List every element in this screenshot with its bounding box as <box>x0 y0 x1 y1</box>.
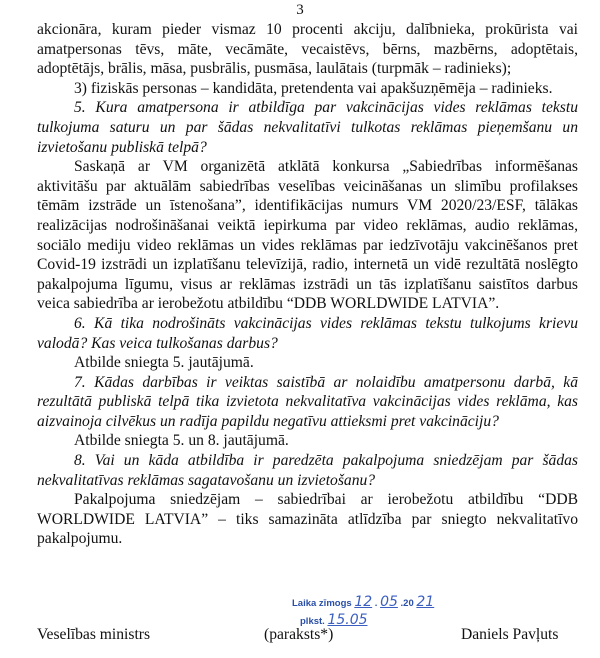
question-paragraph: 5. Kura amatpersona ir atbildīga par vakcinācijas vides reklāmas tekstu tulkojuma saturu un par šādas nekvalitatīvi tulkotas reklāmas pieņemšanu un izvietošanu publiskā telpā? <box>37 99 578 156</box>
signature-position: Veselības ministrs <box>37 626 151 643</box>
signature-name: Daniels Pavļuts <box>461 626 559 643</box>
document-body <box>37 20 578 549</box>
answer-paragraph: Atbilde sniegta 5. jautājumā. <box>74 354 254 372</box>
answer-paragraph: Atbilde sniegta 5. un 8. jautājumā. <box>74 432 289 450</box>
paragraph: 3) fiziskās personas – kandidāta, pretendenta vai apakšuzņēmēja – radinieks. <box>74 79 553 97</box>
paragraph: akcionāra, kuram pieder vismaz 10 procenti akciju, dalībnieka, prokūrista vai amatpersonas tēvs, māte, vecāmāte, vecaistēvs, bērns, mazbērns, adoptētais, adoptētājs, brālis, māsa, pusbrālis, pusmāsa, laulātais (turpmāk – radinieks); <box>37 21 578 78</box>
stamp-year: 21 <box>416 594 435 610</box>
stamp-clock-label: plkst. <box>300 616 325 627</box>
stamp-date-row: Laika zīmogs 12 . 05 .20 21 <box>292 594 435 610</box>
stamp-day: 12 <box>354 594 373 610</box>
answer-paragraph: Pakalpojuma sniedzējam – sabiedrībai ar ierobežotu atbildību “DDB WORLDWIDE LATVIA” – tiks samazināta atlīdzība par sniegto nekvalitatīvo pakalpojumu. <box>37 491 578 548</box>
question-paragraph: 6. Kā tika nodrošināts vakcinācijas vides reklāmas tekstu tulkojums krievu valodā? Kas veica tulkošanas darbus? <box>37 314 578 352</box>
stamp-month: 05 <box>380 594 398 610</box>
stamp-clock-value: 15.05 <box>327 612 368 628</box>
question-paragraph: 7. Kādas darbības ir veiktas saistībā ar nolaidību amatpersonu darbā, kā rezultātā publiskā telpā tika izvietota nekvalitatīva vakcinācijas vides reklāma, kas aizvainoja cilvēkus un radīja papildu negatīvu attieksmi pret vakcināciju? <box>37 373 578 430</box>
question-paragraph: 8. Vai un kāda atbildība ir paredzēta pakalpojuma sniedzējam par šādas nekvalitatīvas reklāmas sagatavošanu un izvietošanu? <box>37 452 578 489</box>
time-stamp <box>292 594 452 630</box>
stamp-time-label: Laika zīmogs <box>292 598 352 609</box>
stamp-year-prefix: 20 <box>403 598 414 609</box>
answer-paragraph: Saskaņā ar VM organizētā atklātā konkursa „Sabiedrības informēšanas aktivitāšu par aktuālām sabiedrības veselības veicināšanas un slimību profilakses tēmām izstrāde un īstenošana”, identifikācijas numurs VM 2020/23/ESF, tālākas realizācijas nodrošināšanai veiktā iepirkuma par video reklāmas, audio reklāmas, sociālo mediju video reklāmas un vides reklāmas par iedzīvotāju vakcinēšanos pret Covid-19 izstrādi un izplatīšanu televīzijā, radio, internetā un vidē rezultātā noslēgto pakalpojuma līgumu, visus ar reklāmas izstrādi un tās izplatīšanu saistītos darbus veica sabiedrība ar ierobežotu atbildību “DDB WORLDWIDE LATVIA”. <box>37 158 578 313</box>
signature-label: (paraksts*) <box>264 626 334 643</box>
page-number: 3 <box>296 2 304 18</box>
